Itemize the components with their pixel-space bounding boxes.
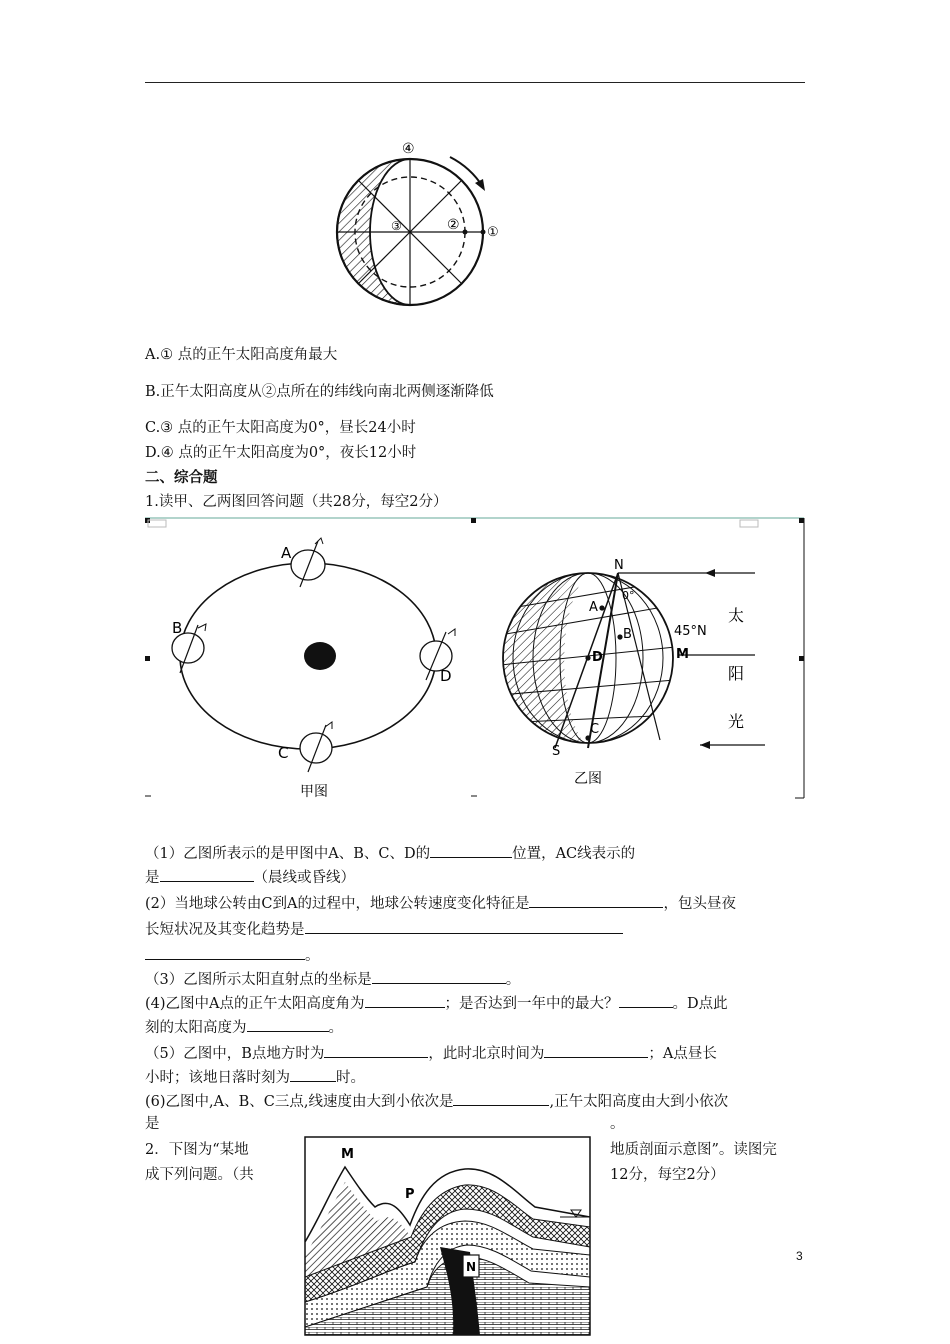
jia-label-d: D [440,667,452,685]
answer-blank[interactable] [372,968,506,984]
geology-section-diagram [305,1137,590,1335]
illumination-diagram [325,135,525,335]
answer-blank[interactable] [305,918,623,934]
sub2-line3: 。 [145,944,320,966]
fig1-label-3: ③ [391,219,402,233]
sub4-line1: (4)乙图中A点的正午太阳高度角为 ；是否达到一年中的最大？ 。D点此 [145,992,728,1014]
jia-label-b: B [172,619,183,637]
answer-blank[interactable] [453,1090,549,1106]
yi-label-m: M [676,647,689,662]
sub2-line1: (2）当地球公转由C到A的过程中，地球公转速度变化特征是 ，包头昼夜 [145,892,736,914]
geo-label-n: N [466,1260,477,1274]
jia-label-a: A [281,544,292,562]
answer-blank[interactable] [365,992,445,1008]
yi-label-d: D [592,650,603,665]
section-title: 二、综合题 [145,470,218,486]
sub6-line1: (6)乙图中,A、B、C三点,线速度由大到小依次是 ,正午太阳高度由大到小依次 [145,1090,728,1112]
yi-label-n: N [614,558,624,573]
jia-label-c: C [278,744,289,762]
sub6-line2: 是 [145,1116,160,1132]
sub4-line2: 刻的太阳高度为 。 [145,1016,343,1038]
sub1-line1: （1）乙图所表示的是甲图中A、B、C、D的 位置，AC线表示的 [145,842,635,864]
yi-label-s: S [552,744,561,759]
orbit-diagram [160,530,470,805]
answer-blank[interactable] [529,892,663,908]
yi-caption: 乙图 [574,771,602,787]
sub2-line2: 长短状况及其变化趋势是 [145,918,623,940]
option-b: B.正午太阳高度从②点所在的纬线向南北两侧逐渐降低 [145,384,494,400]
answer-blank[interactable] [145,944,305,960]
option-c: C.③ 点的正午太阳高度为0°，昼长24小时 [145,420,416,436]
option-d: D.④ 点的正午太阳高度为0°，夜长12小时 [145,445,417,461]
q2-left-2: 成下列问题。（共 [145,1167,254,1183]
geo-label-p: P [405,1187,415,1202]
sub1-line2: 是 （晨线或昏线） [145,866,355,888]
yi-label-angle: 0° [622,589,635,602]
sunlight-char-2: 阳 [728,664,745,683]
answer-blank[interactable] [430,842,512,858]
yi-label-lat: 45°N [674,624,707,639]
answer-blank[interactable] [247,1016,329,1032]
q2-right-2: 12分，每空2分） [610,1167,725,1183]
answer-blank[interactable] [290,1066,336,1082]
answer-blank[interactable] [619,992,673,1008]
sunlight-char-3: 光 [728,712,745,731]
option-a: A.① 点的正午太阳高度角最大 [145,347,338,363]
q1-title: 1.读甲、乙两图回答问题（共28分，每空2分） [145,494,448,510]
q2-right-1: 地质剖面示意图”。读图完 [610,1142,777,1158]
sub5-line2: 小时；该地日落时刻为 时。 [145,1066,365,1088]
answer-blank[interactable] [160,866,254,882]
jia-caption: 甲图 [300,784,328,800]
header-rule [145,82,805,83]
sub3-line: （3）乙图所示太阳直射点的坐标是 。 [145,968,520,990]
geo-label-m: M [341,1147,354,1162]
sub5-line1: （5）乙图中，B点地方时为 ，此时北京时间为 ；A点昼长 [145,1042,717,1064]
fig1-label-1: ① [487,225,499,240]
fig1-label-4: ④ [402,141,415,157]
answer-blank[interactable] [324,1042,428,1058]
answer-blank[interactable] [544,1042,648,1058]
page-number: 3 [796,1249,803,1263]
sunlight-char-1: 太 [728,606,745,625]
yi-label-a: A [589,600,598,615]
yi-label-c: C [590,722,600,737]
sub6-end: 。 [610,1116,625,1132]
yi-label-b: B [623,627,632,642]
earth-illumination-diagram [500,555,780,790]
q2-left-1: 2．下图为“某地 [145,1142,249,1158]
fig1-label-2: ② [447,217,460,233]
